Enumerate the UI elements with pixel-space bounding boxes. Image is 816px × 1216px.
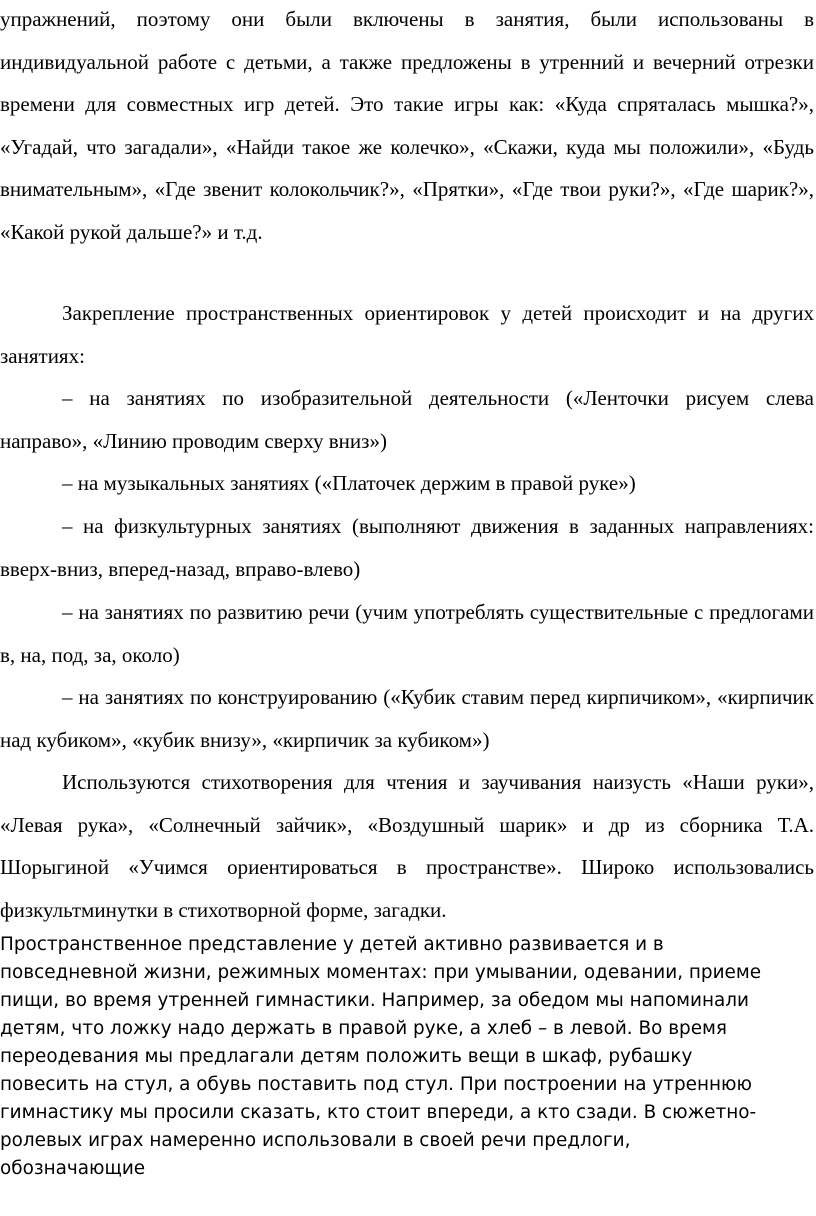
list-item-construction: – на занятиях по конструированию («Кубик ставим перед кирпичиком», «кирпичик над кубиком», «кубик внизу», «кирпичик за кубиком»)	[0, 685, 814, 752]
closing-line: Пространственное представление у детей активно развивается и в	[0, 934, 664, 955]
list-item-speech-development: – на занятиях по развитию речи (учим употреблять существительные с предлогами в, на, под, за, около)	[0, 600, 814, 667]
closing-line: пищи, во время утренней гимнастики. Например, за обедом мы напоминали	[0, 990, 749, 1011]
paragraph-consolidation-intro: Закрепление пространственных ориентировок у детей происходит и на других занятиях:	[0, 301, 814, 368]
closing-line: детям, что ложку надо держать в правой руке, а хлеб – в левой. Во время	[0, 1018, 727, 1039]
list-item-physical-education: – на физкультурных занятиях (выполняют движения в заданных направлениях: вверх-вниз, вперед-назад, вправо-влево)	[0, 514, 814, 581]
closing-line: обозначающие	[0, 1158, 146, 1179]
paragraph-games-list: упражнений, поэтому они были включены в занятия, были использованы в индивидуальной работе с детьми, а также предложены в утренний и вечерний отрезки времени для совместных игр детей. Это такие игры как: «Куда спряталась мышка?», «Угадай, что загадали», «Найди такое же колечко», «Скажи, куда мы положили», «Будь внимательным», «Где звенит колокольчик?», «Прятки», «Где твои руки?», «Где шарик?», «Какой рукой дальше?» и т.д.	[0, 7, 814, 244]
paragraph-poems: Используются стихотворения для чтения и заучивания наизусть «Наши руки», «Левая рука», «Солнечный зайчик», «Воздушный шарик» и др из сборника Т.А. Шорыгиной «Учимся ориентироваться в пространстве». Широко использовались физкультминутки в стихотворной форме, загадки.	[0, 770, 814, 922]
closing-line: ролевых играх намеренно использовали в своей речи предлоги,	[0, 1130, 631, 1151]
list-item-visual-arts: – на занятиях по изобразительной деятельности («Ленточки рисуем слева направо», «Линию проводим сверху вниз»)	[0, 386, 814, 453]
closing-line: гимнастику мы просили сказать, кто стоит впереди, а кто сзади. В сюжетно-	[0, 1102, 757, 1123]
closing-line: повседневной жизни, режимных моментах: при умывании, одевании, приеме	[0, 962, 762, 983]
closing-line: переодевания мы предлагали детям положить вещи в шкаф, рубашку	[0, 1046, 693, 1067]
closing-line: повесить на стул, а обувь поставить под стул. При построении на утреннюю	[0, 1074, 752, 1095]
list-item-music: – на музыкальных занятиях («Платочек держим в правой руке»)	[62, 471, 636, 495]
